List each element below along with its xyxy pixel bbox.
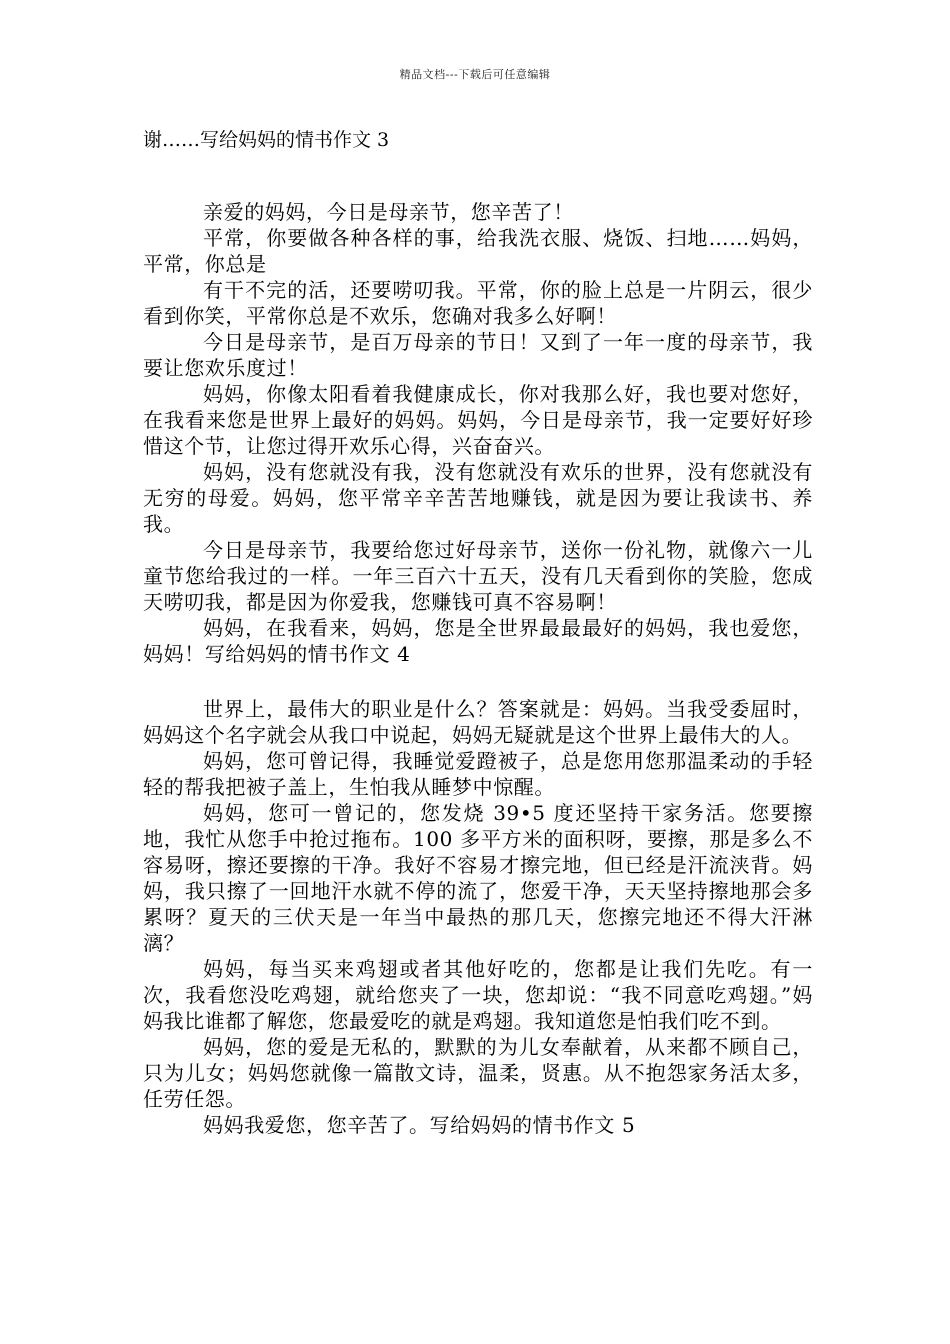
paragraph: 妈妈，您可曾记得，我睡觉爱蹬被子，总是您用您那温柔动的手轻轻的帮我把被子盖上，生怕我从睡梦中惊醒。 [143, 749, 813, 799]
paragraph: 平常，你要做各种各样的事，给我洗衣服、烧饭、扫地……妈妈，平常，你总是 [143, 226, 813, 276]
paragraph: 妈妈，你像太阳看着我健康成长，你对我那么好，我也要对您好，在我看来您是世界上最好的妈妈。妈妈，今日是母亲节，我一定要好好珍惜这个节，让您过得开欢乐心得，兴奋奋兴。 [143, 382, 813, 458]
paragraph: 有干不完的活，还要唠叨我。平常，你的脸上总是一片阴云，很少看到你笑，平常你总是不欢乐，您确对我多么好啊！ [143, 278, 813, 328]
lead-line: 谢……写给妈妈的情书作文 3 [143, 129, 390, 151]
paragraph: 妈妈，没有您就没有我，没有您就没有欢乐的世界，没有您就没有无穷的母爱。妈妈，您平常辛辛苦苦地赚钱，就是因为要让我读书、养我。 [143, 460, 813, 536]
header-note: 精品文档---下载后可任意编辑 [399, 68, 551, 81]
paragraph: 妈妈，在我看来，妈妈，您是全世界最最最好的妈妈，我也爱您，妈妈！写给妈妈的情书作文 4 [143, 616, 813, 666]
paragraph: 世界上，最伟大的职业是什么？答案就是：妈妈。当我受委屈时，妈妈这个名字就会从我口中说起，妈妈无疑就是这个世界上最伟大的人。 [143, 697, 813, 747]
section-b [143, 696, 813, 1138]
paragraph: 今日是母亲节，我要给您过好母亲节，送你一份礼物，就像六一儿童节您给我过的一样。一年三百六十五天，没有几天看到你的笑脸，您成天唠叨我，都是因为你爱我，您赚钱可真不容易啊！ [143, 538, 813, 614]
paragraph: 妈妈，您的爱是无私的，默默的为儿女奉献着，从来都不顾自己，只为儿女；妈妈您就像一篇散文诗，温柔，贤惠。从不抱怨家务活太多，任劳任怨。 [143, 1035, 813, 1111]
paragraph: 亲爱的妈妈，今日是母亲节，您辛苦了！ [203, 200, 574, 224]
paragraph: 今日是母亲节，是百万母亲的节日！又到了一年一度的母亲节，我要让您欢乐度过！ [143, 330, 813, 380]
paragraph: 妈妈，每当买来鸡翅或者其他好吃的，您都是让我们先吃。有一次，我看您没吃鸡翅，就给您夹了一块，您却说：“我不同意吃鸡翅。”妈妈我比谁都了解您，您最爱吃的就是鸡翅。我知道您是怕我们吃不到。 [143, 957, 813, 1033]
paragraph: 妈妈，您可一曾记的，您发烧 39•5 度还坚持干家务活。您要擦地，我忙从您手中抢过拖布。100 多平方米的面积呀，要擦，那是多么不容易呀，擦还要擦的干净。我好不容易才擦完地，但已经是汗流浃背。妈妈，我只擦了一回地汗水就不停的流了，您爱干净，天天坚持擦地那会多累呀？夏天的三伏天是一年当中最热的那几天，您擦完地还不得大汗淋漓？ [143, 801, 813, 955]
paragraph: 妈妈我爱您，您辛苦了。写给妈妈的情书作文 5 [203, 1113, 636, 1137]
section-a [143, 199, 813, 667]
